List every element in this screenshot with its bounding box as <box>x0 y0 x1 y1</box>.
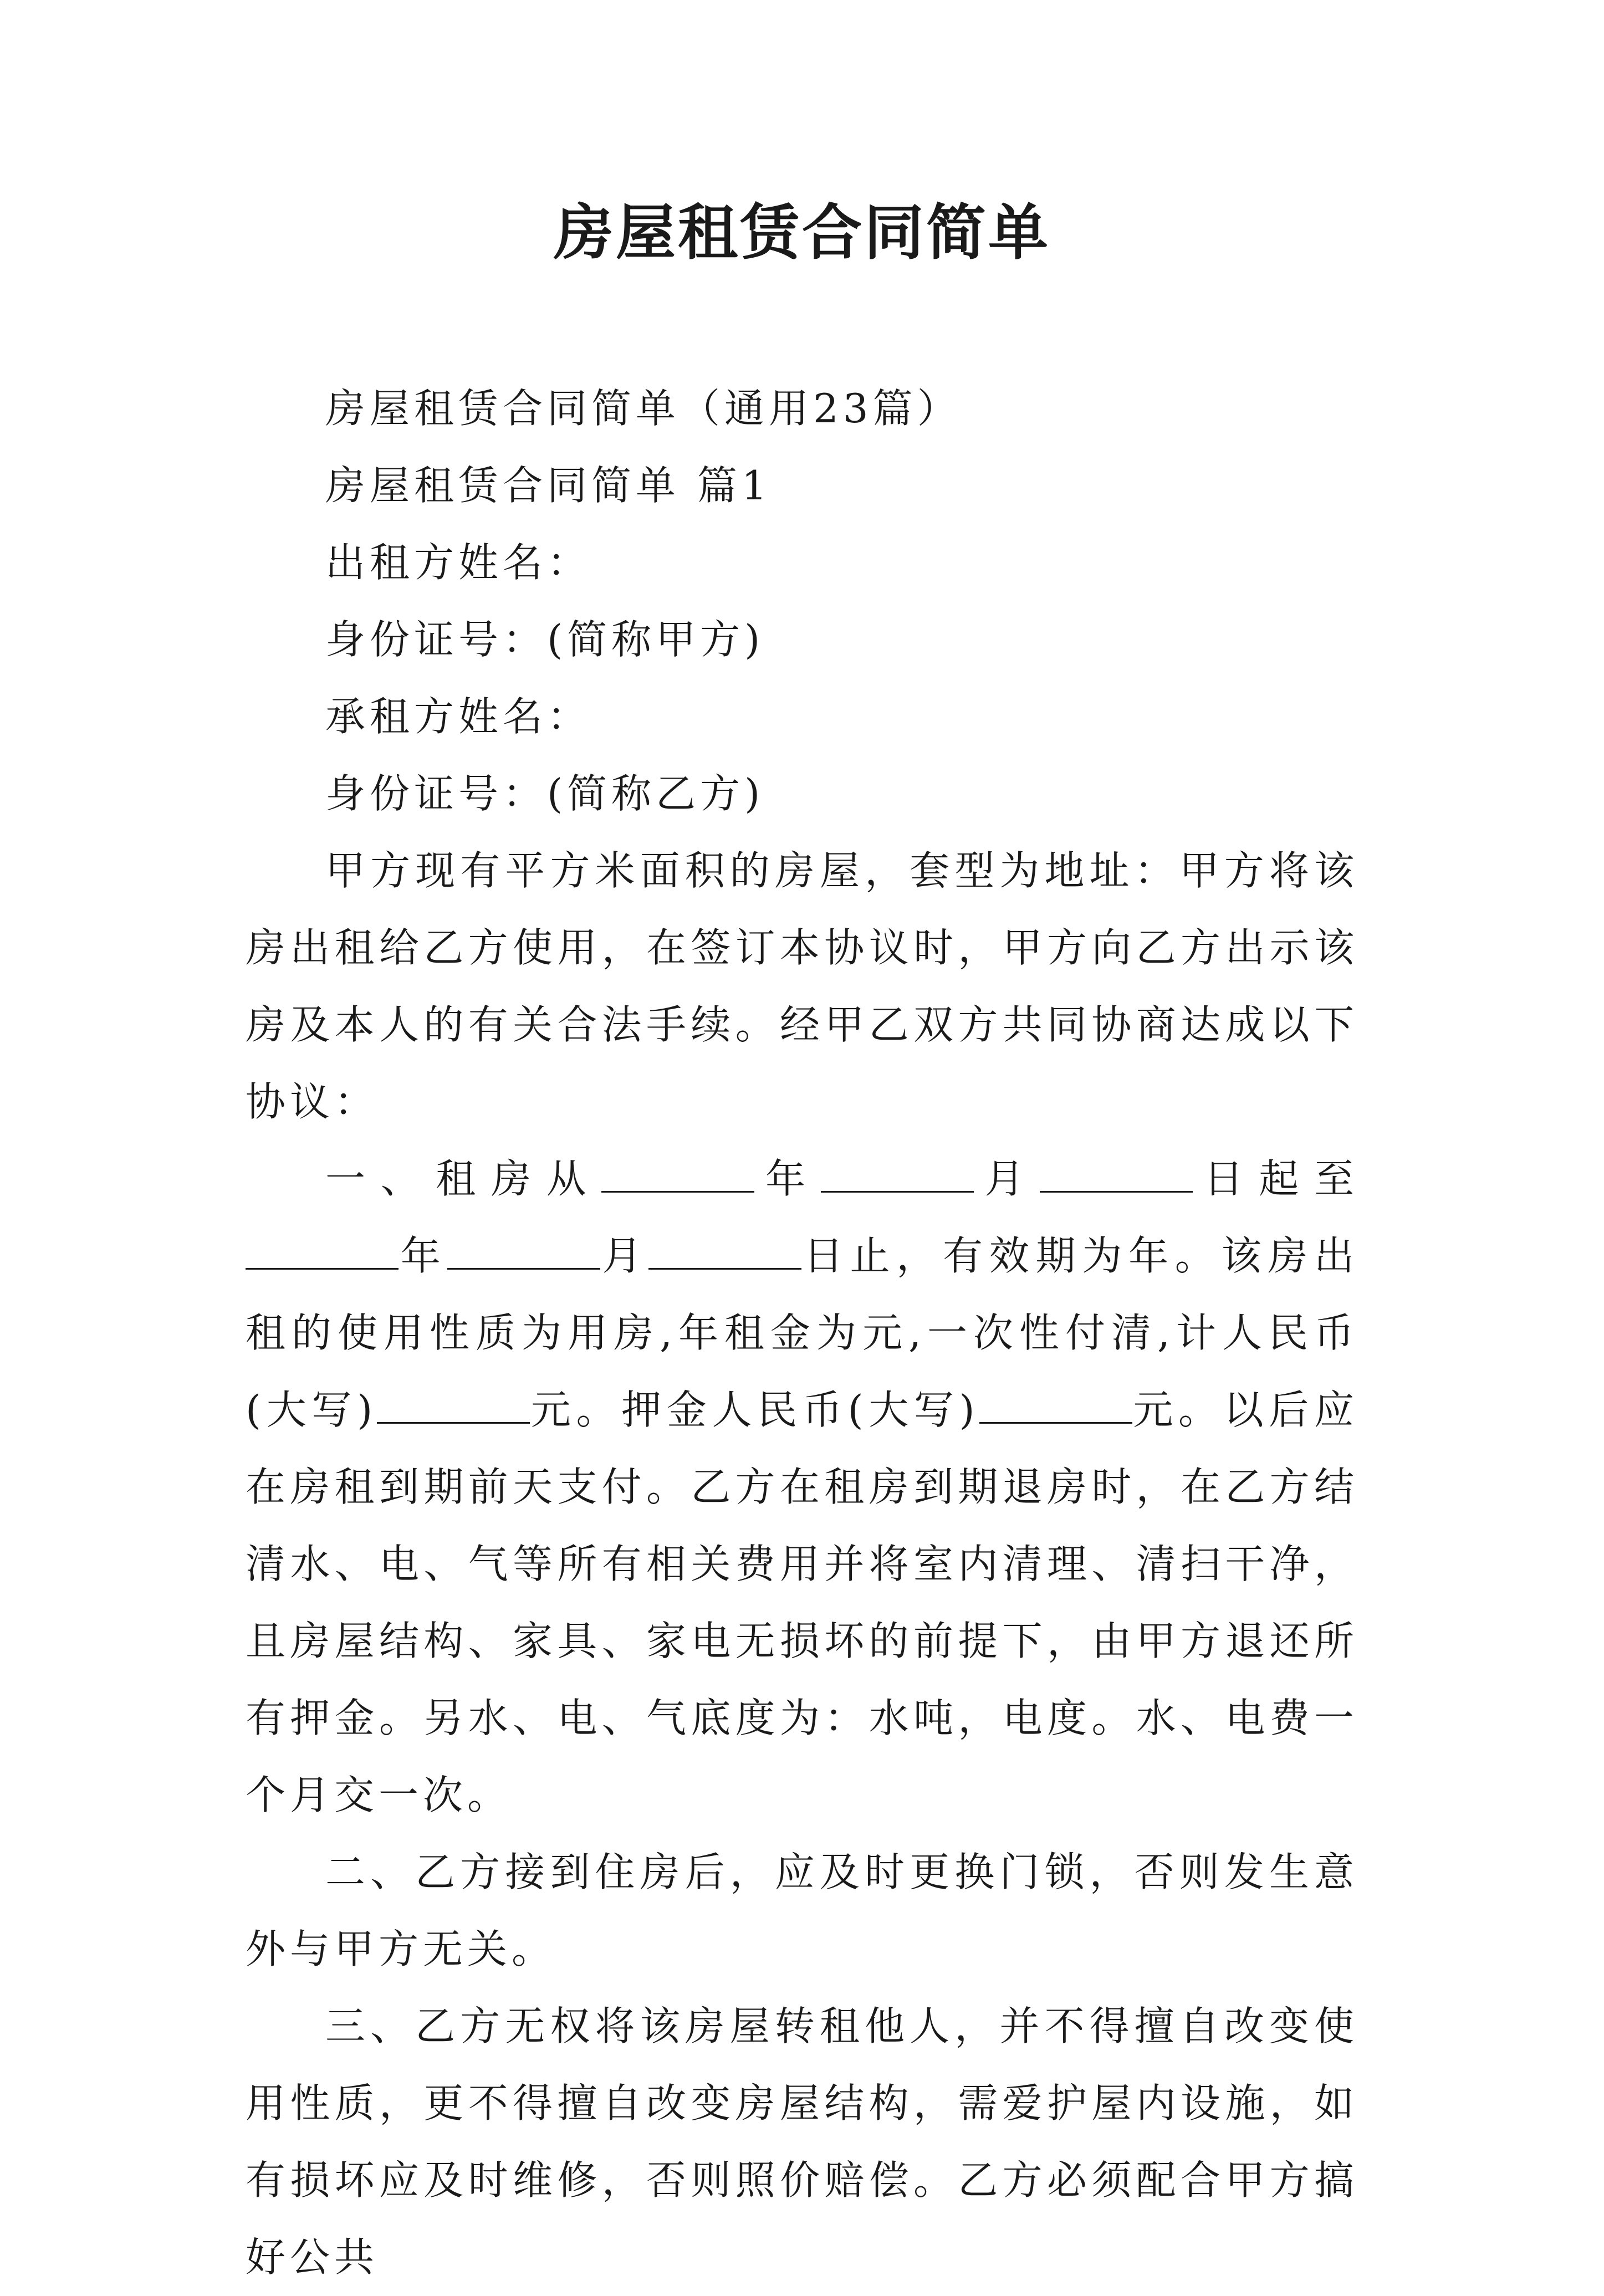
document-subtitle: 房屋租赁合同简单（通用23篇） <box>325 385 962 432</box>
clause-1-paragraph <box>246 1141 1358 1834</box>
clause-1-rent-text: 日止，有效期为年。该房出租的使用性质为用房,年租金为元,一次性付清,计人民币(大写) <box>246 1233 1358 1433</box>
end-day-blank <box>648 1236 801 1270</box>
rent-amount-blank <box>377 1390 530 1424</box>
lessee-id-line: 身份证号：(简称乙方) <box>325 770 765 817</box>
section-heading: 房屋租赁合同简单 篇1 <box>325 462 772 509</box>
lessor-name-line: 出租方姓名： <box>325 539 592 586</box>
document-body <box>246 370 1358 2296</box>
deposit-amount-blank <box>979 1390 1132 1424</box>
lessor-id-line: 身份证号：(简称甲方) <box>325 616 765 663</box>
end-year-label: 年 <box>399 1233 447 1279</box>
end-month-label: 月 <box>600 1233 648 1279</box>
start-day-label: 日起至 <box>1192 1155 1358 1202</box>
end-year-blank <box>246 1236 399 1270</box>
start-month-blank <box>821 1159 974 1193</box>
clause-2-paragraph: 二、乙方接到住房后，应及时更换门锁，否则发生意外与甲方无关。 <box>246 1849 1358 1972</box>
start-day-blank <box>1040 1159 1193 1193</box>
start-month-label: 月 <box>973 1155 1040 1202</box>
lessee-name-line: 承租方姓名： <box>325 693 592 740</box>
clause-3-paragraph: 三、乙方无权将该房屋转租他人，并不得擅自改变使用性质，更不得擅自改变房屋结构，需爱护屋内设施，如有损坏应及时维修，否则照价赔偿。乙方必须配合甲方搞好公共 <box>246 2003 1358 2280</box>
document-title: 房屋租赁合同简单 <box>553 198 1050 268</box>
intro-paragraph: 甲方现有平方米面积的房屋，套型为地址：甲方将该房出租给乙方使用，在签订本协议时，甲方向乙方出示该房及本人的有关合法手续。经甲乙双方共同协商达成以下协议： <box>246 847 1358 1125</box>
start-year-blank <box>601 1159 754 1193</box>
clause-1-deposit-text: 元。押金人民币(大写) <box>530 1387 979 1433</box>
clause-1-text-start: 一、租房从 <box>325 1155 602 1202</box>
clause-1-text-end: 元。以后应在房租到期前天支付。乙方在租房到期退房时，在乙方结清水、电、气等所有相关费用并将室内清理、清扫干净，且房屋结构、家具、家电无损坏的前提下，由甲方退还所有押金。另水、电、气底度为：水吨，电度。水、电费一个月交一次。 <box>246 1387 1358 1818</box>
end-month-blank <box>447 1236 600 1270</box>
start-year-label: 年 <box>754 1155 821 1202</box>
